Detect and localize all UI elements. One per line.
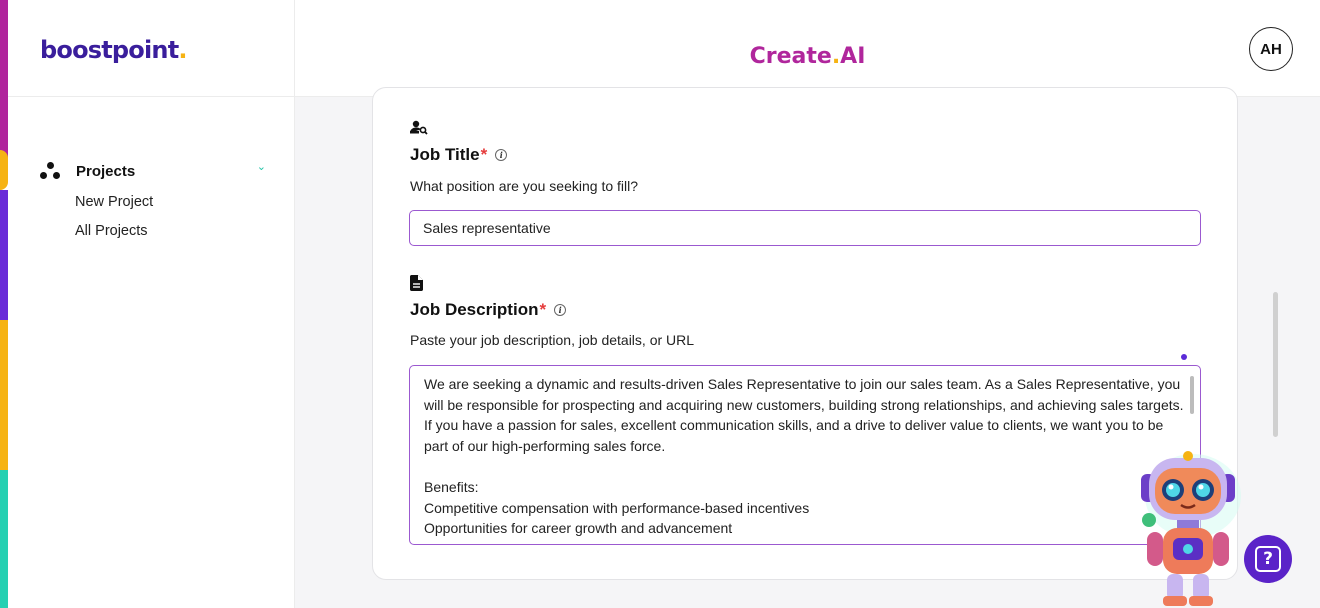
job-title-prompt: What position are you seeking to fill? — [410, 178, 639, 194]
job-title-input[interactable] — [409, 210, 1201, 246]
benefits-heading: Benefits: — [424, 478, 479, 495]
description-paragraph: We are seeking a dynamic and results-driven Sales Representative to join our sales team. As a Sales Representative, you will be responsible for prospecting and acquiring new customers, building strong relationships, and achieving sales targets. If you have a passion for sales, excellent communication skills, and a drive to deliver value to clients, we want you to be part of our high-performing sales force. — [424, 376, 1184, 454]
benefit-item: Opportunities for career growth and advancement — [424, 520, 733, 537]
textarea-scrollbar[interactable] — [1190, 376, 1194, 414]
user-search-icon — [410, 120, 428, 138]
job-description-heading: Job Description * i — [410, 300, 566, 320]
sidebar-item-new-project[interactable]: New Project — [75, 194, 154, 210]
required-asterisk: * — [539, 300, 547, 319]
sidebar-section-projects[interactable] — [40, 160, 270, 182]
user-avatar[interactable]: AH — [1249, 27, 1293, 71]
help-question-icon: ? — [1255, 546, 1281, 572]
sidebar-item-all-projects[interactable]: All Projects — [75, 223, 148, 239]
required-asterisk: * — [480, 145, 488, 164]
job-description-textarea[interactable] — [409, 365, 1201, 545]
brand-area — [8, 0, 294, 97]
app-title: Create.AI — [749, 44, 866, 69]
form-card — [372, 87, 1238, 580]
benefit-item: Competitive compensation with performance-based incentives — [424, 499, 810, 516]
info-icon[interactable]: i — [554, 304, 566, 316]
sidebar — [8, 0, 295, 608]
projects-dots-icon — [40, 162, 62, 180]
sidebar-subitems — [75, 192, 270, 250]
help-button[interactable] — [1244, 535, 1292, 583]
top-header — [295, 0, 1320, 97]
sidebar-nav — [40, 160, 270, 250]
page-scrollbar[interactable] — [1273, 292, 1278, 437]
sidebar-section-label: Projects — [76, 162, 136, 180]
robot-assistant-icon[interactable] — [1133, 448, 1243, 608]
boostpoint-logo[interactable]: boostpoint. — [40, 36, 187, 64]
document-icon — [410, 275, 423, 294]
chevron-down-icon[interactable]: ⌄ — [256, 161, 266, 173]
job-description-prompt: Paste your job description, job details, or URL — [410, 332, 695, 348]
job-title-heading: Job Title * i — [410, 145, 507, 165]
info-icon[interactable]: i — [495, 149, 507, 161]
status-dot — [1181, 354, 1187, 360]
decorative-strip — [0, 0, 8, 608]
